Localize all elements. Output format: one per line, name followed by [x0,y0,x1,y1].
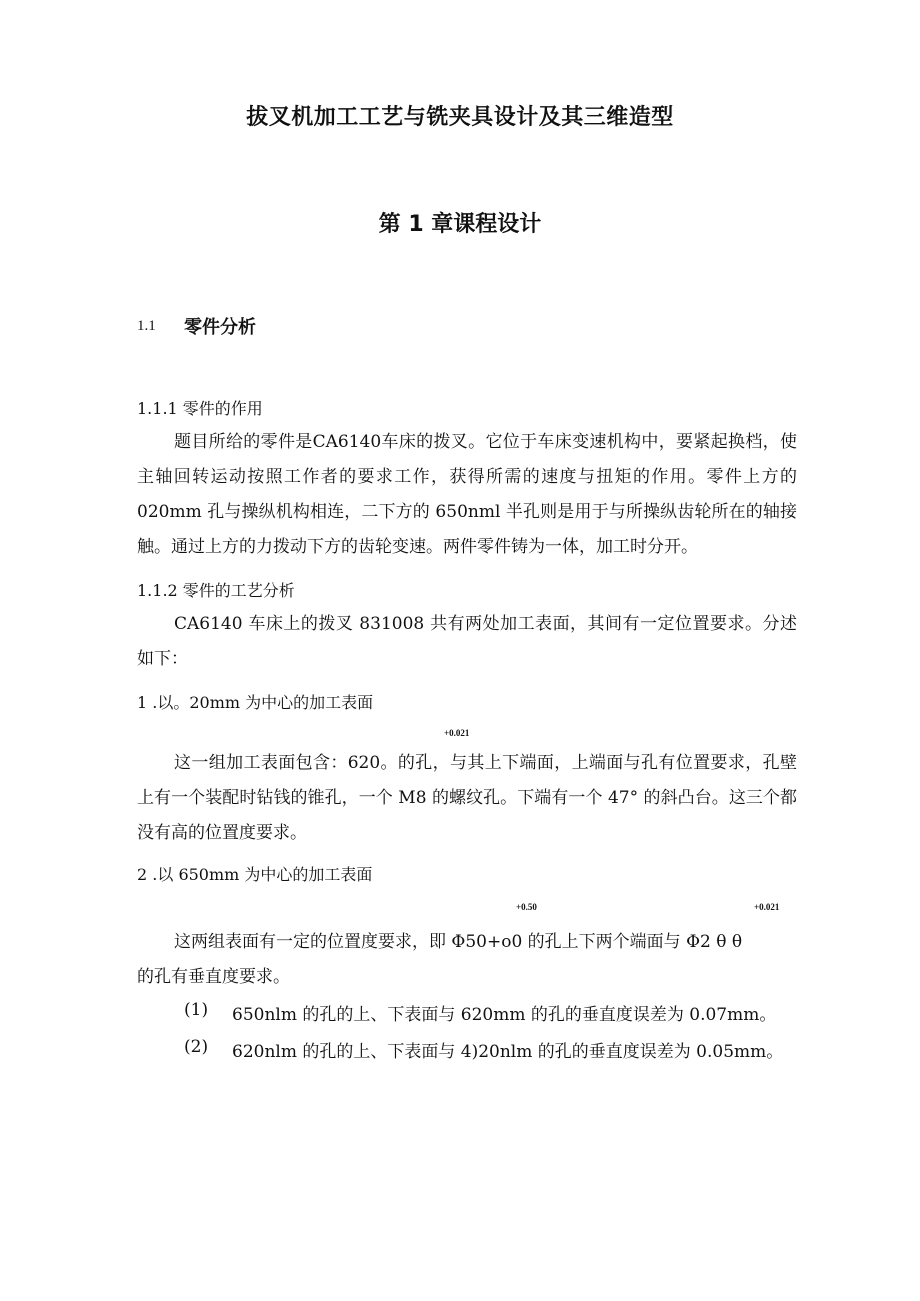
subsection-heading-1-1-2: 1.1.2 零件的工艺分析 [137,581,295,600]
group-1-heading: 1 .以。20mm 为中心的加工表面 [137,693,374,712]
document-title: 拔叉机加工工艺与铣夹具设计及其三维造型 [246,105,674,130]
subsection-heading-1-1-1: 1.1.1 零件的作用 [137,399,263,418]
group-2-line-2: 的孔有垂直度要求。 [137,967,290,987]
tolerance-label: +0.021 [444,728,470,738]
requirement-number: (1) [184,1000,209,1020]
section-number: 1.1 [137,318,156,334]
tolerance-label: +0.50 [516,902,537,912]
paragraph-part-function: 题目所给的零件是CA6140车床的拨叉。它位于车床变速机构中，要紧起换档，使主轴回转运动按照工作者的要求工作，获得所需的速度与扭矩的作用。零件上方的 020mm 孔与操纵机构相连，二下方的 650nml 半孔则是用于与所操纵齿轮所在的轴接触。通过上方的力拨动下方的齿轮变速。两件零件铸为一体，加工时分开。 [137,432,797,557]
tolerance-label: +0.021 [754,902,780,912]
requirement-text: 620nlm 的孔的上、下表面与 4)20nlm 的孔的垂直度误差为 0.05mm。 [232,1042,784,1062]
requirement-number: (2) [184,1037,209,1057]
group-2-heading: 2 .以 650mm 为中心的加工表面 [137,865,373,884]
section-title: 零件分析 [184,317,256,338]
paragraph-process-analysis: CA6140 车床上的拨叉 831008 共有两处加工表面，其间有一定位置要求。分述如下： [137,614,797,669]
requirement-text: 650nlm 的孔的上、下表面与 620mm 的孔的垂直度误差为 0.07mm。 [232,1005,777,1025]
group-2-line-1: 这两组表面有一定的位置度要求，即 Φ50+o0 的孔上下两个端面与 Φ2 θ θ [174,932,743,952]
paragraph-group-1: 这一组加工表面包含：620。的孔，与其上下端面，上端面与孔有位置要求，孔壁上有一个装配时钻钱的锥孔，一个 M8 的螺纹孔。下端有一个 47° 的斜凸台。这三个都没有高的位置度要求。 [137,753,797,843]
chapter-title: 第 1 章课程设计 [378,212,542,237]
